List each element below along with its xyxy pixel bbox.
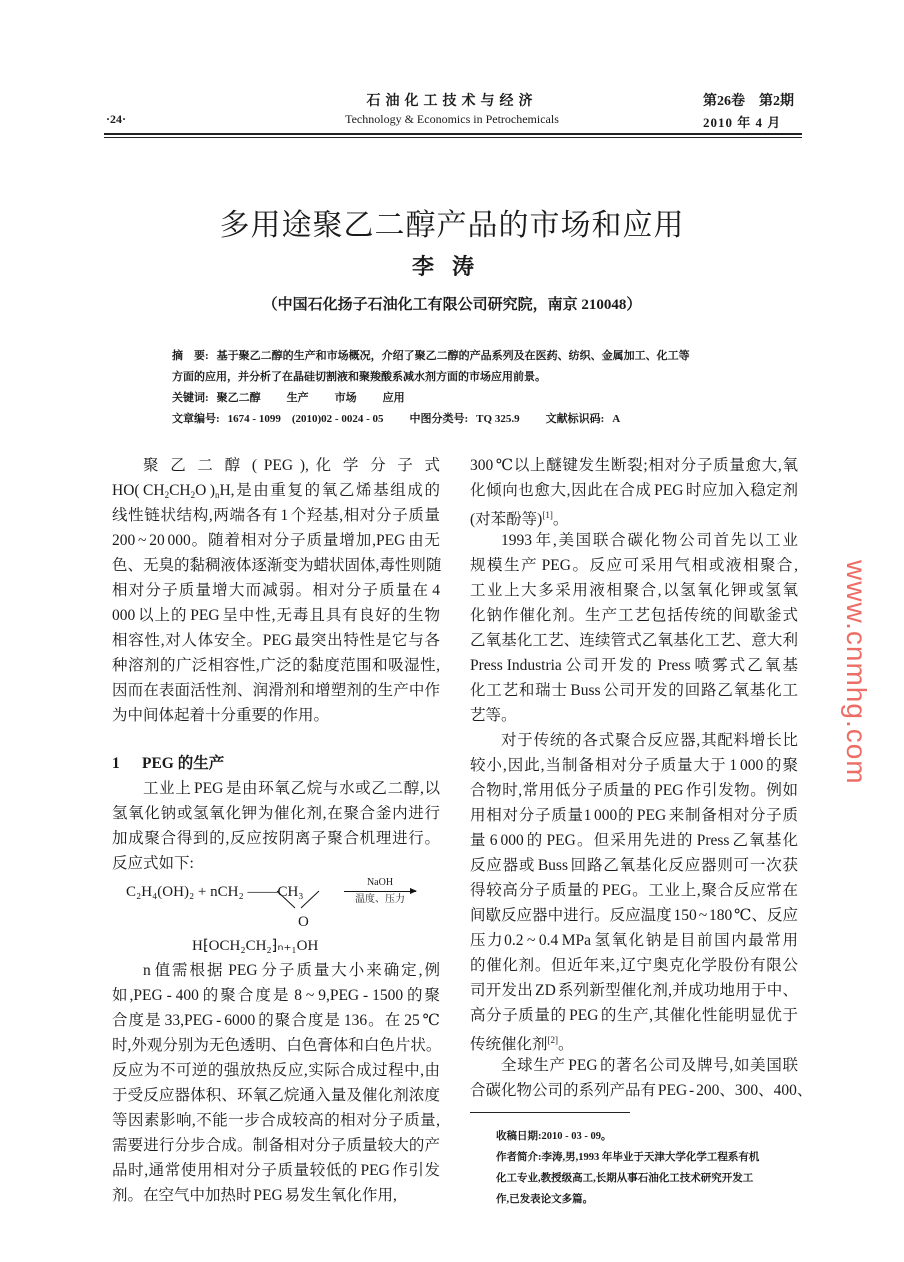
clc-code: TQ 325.9 bbox=[476, 413, 520, 425]
author-bio-line: 作者简介:李涛,男,1993 年毕业于天津大学化学工程系有机 bbox=[496, 1152, 760, 1163]
text-line: 色、无臭的黏稠液体逐渐变为蜡状固体,毒性则随 bbox=[112, 557, 442, 574]
paragraph bbox=[470, 453, 798, 528]
text-line: 合物时,常用低分子质量的 PEG 作引发物。例如 bbox=[470, 782, 798, 799]
keywords-line bbox=[172, 388, 792, 409]
abstract-text: 基于聚乙二醇的生产和市场概况，介绍了聚乙二醇的产品系列及在医药、纺织、金属加工、化工等 bbox=[216, 350, 690, 362]
text-line: 加成聚合得到的,反应按阴离子聚合机理进行。 bbox=[112, 830, 440, 847]
section-title: PEG 的生产 bbox=[142, 755, 225, 772]
text-line: 品时,通常使用相对分子质量较低的 PEG 作引发 bbox=[112, 1162, 440, 1179]
text-line: 因而在表面活性剂、润滑剂和增塑剂的生产中作 bbox=[112, 682, 440, 699]
section-number: 1 bbox=[112, 755, 120, 772]
header-rule-thin bbox=[104, 137, 802, 138]
article-no-label: 文章编号: bbox=[172, 413, 220, 425]
doc-code-label: 文献标识码: bbox=[545, 413, 605, 425]
text-line: 如,PEG - 400 的聚合度是 8 ~ 9,PEG - 1500 的聚 bbox=[112, 987, 440, 1004]
text-segment: (对苯酚等) bbox=[470, 511, 543, 528]
text-segment: HO( CH bbox=[112, 482, 165, 499]
text-line: 反应器或 Buss 回路乙氧基化反应器则可一次获 bbox=[470, 857, 798, 874]
footnote-rule bbox=[470, 1112, 630, 1113]
text-segment: n bbox=[214, 490, 220, 500]
text-segment: CH bbox=[169, 482, 191, 499]
paragraph bbox=[112, 453, 440, 728]
issue-date: 2010 年 4 月 bbox=[703, 115, 782, 130]
journal-title-en: Technology & Economics in Petrochemicals bbox=[345, 112, 559, 126]
doc-code: A bbox=[612, 413, 621, 425]
text-segment: 2 bbox=[190, 490, 196, 500]
article-no: 1674 - 1099 (2010)02 - 0024 - 05 bbox=[227, 413, 384, 425]
text-line: 合度是 33,PEG - 6000 的聚合度是 136。在 25 ℃ bbox=[112, 1012, 440, 1029]
text-line: 等因素影响,不能一步合成较高的相对分子质量, bbox=[112, 1112, 440, 1129]
text-line: 线性链状结构,两端各有 1 个羟基,相对分子质量 bbox=[112, 507, 440, 524]
text-line: 工业上 PEG 是由环氧乙烷与水或乙二醇,以 bbox=[143, 780, 440, 797]
text-line: 得较高分子质量的 PEG。工业上,聚合反应常在 bbox=[470, 882, 798, 899]
citation: [1] bbox=[542, 510, 553, 520]
text-line: 工业上大多采用液相聚合,以氢氧化钾或氢氧 bbox=[470, 582, 798, 599]
paragraph bbox=[470, 528, 798, 728]
text-line: 对于传统的各式聚合反应器,其配料增长比 bbox=[501, 732, 798, 749]
text-line: 的催化剂。但近年来,辽宁奥克化学股份有限公 bbox=[470, 957, 798, 974]
section-heading bbox=[112, 751, 440, 776]
abstract-line-1 bbox=[172, 346, 792, 367]
text-line: 全球生产 PEG 的著名公司及牌号,如美国联 bbox=[501, 1057, 798, 1074]
text-line: 000 以上的 PEG 呈中性,无毒且具有良好的生物 bbox=[112, 607, 440, 624]
text-line: 相容性,对人体安全。PEG 最突出特性是它与各 bbox=[112, 632, 440, 649]
text-line: 聚 乙 二 醇 ( PEG ), 化 学 分 子 式 bbox=[143, 457, 440, 474]
right-column bbox=[470, 453, 813, 1103]
header-rule bbox=[104, 133, 802, 135]
text-segment: 。 bbox=[558, 1036, 574, 1053]
author-bio-line: 化工专业,教授级高工,长期从事石油化工技术研究开发工 bbox=[496, 1173, 754, 1184]
reactants: C₂H₄(OH)₂ + nCH₂ ——CH₃ bbox=[126, 884, 304, 900]
text-line: 剂。在空气中加热时 PEG 易发生氧化作用, bbox=[112, 1187, 397, 1204]
abstract-line-2: 方面的应用，并分析了在晶硅切割液和聚羧酸系减水剂方面的市场应用前景。 bbox=[172, 371, 546, 383]
keyword: 市场 bbox=[334, 392, 357, 404]
text-line: n 值需根据 PEG 分子质量大小来确定,例 bbox=[143, 962, 440, 979]
page-number: ·24· bbox=[106, 112, 127, 126]
text-line: 氢氧化钠或氢氧化钾为催化剂,在聚合釜内进行 bbox=[112, 805, 440, 822]
abstract-block bbox=[172, 346, 792, 430]
footnote bbox=[496, 1126, 836, 1210]
clc-label: 中图分类号: bbox=[409, 413, 469, 425]
abstract-label: 摘 要: bbox=[172, 350, 209, 362]
text-line: 为中间体起着十分重要的作用。 bbox=[112, 707, 330, 724]
volume-issue: 第26卷 第2期 bbox=[703, 94, 794, 109]
citation: [2] bbox=[547, 1035, 559, 1045]
text-line: 需要进行分步合成。制备相对分子质量较大的产 bbox=[112, 1137, 440, 1154]
text-line bbox=[112, 478, 440, 503]
paragraph bbox=[112, 776, 440, 876]
text-line: 用相对分子质量1 000的 PEG 来制备相对分子质 bbox=[470, 807, 798, 824]
product: H⁅OCH₂CH₂⁆ₙ₊₁OH bbox=[192, 938, 319, 954]
text-line: 反应为不可逆的强放热反应,实际合成过程中,由 bbox=[112, 1062, 440, 1079]
author: 李涛 bbox=[411, 254, 492, 279]
keyword: 应用 bbox=[382, 392, 405, 404]
text-segment: 2 bbox=[164, 490, 170, 500]
paragraph bbox=[470, 728, 798, 1053]
text-line: 化工艺和瑞士 Buss 公司开发的回路乙氧基化工 bbox=[470, 682, 798, 699]
text-segment: 传统催化剂 bbox=[470, 1036, 548, 1053]
text-line: 间歇反应器中进行。反应温度 150 ~ 180 ℃、反应 bbox=[470, 907, 798, 924]
text-line: 种溶剂的广泛相容性,广泛的黏度范围和吸湿性, bbox=[112, 657, 440, 674]
text-line: 艺等。 bbox=[470, 707, 517, 724]
watermark: www.cnmhg.com bbox=[841, 560, 872, 785]
text-line: 合碳化物公司的系列产品有 PEG - 200、300、400、 bbox=[470, 1082, 813, 1099]
text-line: 规模生产 PEG。反应可采用气相或液相聚合, bbox=[470, 557, 798, 574]
text-line: 200 ~ 20 000。随着相对分子质量增加,PEG 由无 bbox=[112, 532, 440, 549]
paragraph bbox=[112, 958, 440, 1208]
paragraph bbox=[470, 1053, 813, 1103]
conditions: 温度、压力 bbox=[355, 894, 405, 905]
epoxide-ring-icon bbox=[275, 890, 321, 910]
text-line: 于受反应器体积、环氧乙烷通入量及催化剂浓度 bbox=[112, 1087, 440, 1104]
text-line bbox=[470, 503, 798, 528]
text-line: 反应式如下: bbox=[112, 855, 194, 872]
text-segment: O ) bbox=[195, 482, 215, 499]
text-line: 乙氧基化工艺、连续管式乙氧基化工艺、意大利 bbox=[470, 632, 798, 649]
text-line: 相对分子质量增大而减弱。相对分子质量在 4 bbox=[112, 582, 440, 599]
keyword: 生产 bbox=[286, 392, 309, 404]
reaction-equation bbox=[112, 876, 440, 958]
text-line: 较小,因此,当制备相对分子质量大于 1 000 的聚 bbox=[470, 757, 798, 774]
text-line: 1993 年,美国联合碳化物公司首先以工业 bbox=[501, 532, 798, 549]
text-segment: 。 bbox=[552, 511, 569, 528]
text-line: 司开发出 ZD 系列新型催化剂,并成功地用于中、 bbox=[470, 982, 798, 999]
text-line: 时,外观分别为无色透明、白色膏体和白色片状。 bbox=[112, 1037, 442, 1054]
text-line: 高分子质量的 PEG 的生产,其催化性能明显优于 bbox=[470, 1007, 798, 1024]
keyword: 聚乙二醇 bbox=[216, 392, 261, 404]
journal-title-cn: 石油化工技术与经济 bbox=[366, 94, 538, 109]
catalyst: NaOH bbox=[366, 877, 394, 888]
left-column bbox=[112, 453, 440, 1208]
text-line: 化钠作催化剂。生产工艺包括传统的间歇釜式 bbox=[470, 607, 798, 624]
keywords-label: 关键词: bbox=[172, 392, 209, 404]
epoxide-oxygen: O bbox=[298, 914, 309, 930]
text-line: 300 ℃以上醚键发生断裂;相对分子质量愈大,氧 bbox=[470, 457, 798, 474]
author-bio-line: 作,已发表论文多篇。 bbox=[496, 1194, 594, 1205]
reaction-arrow bbox=[344, 876, 416, 906]
text-segment: H,是由重复的氧乙烯基组成的 bbox=[219, 482, 440, 499]
text-line bbox=[470, 1028, 798, 1053]
text-line: 量 6 000 的 PEG。但采用先进的 Press 乙氧基化 bbox=[470, 832, 798, 849]
text-line: 化倾向也愈大,因此在合成 PEG 时应加入稳定剂 bbox=[470, 482, 798, 499]
article-meta-line bbox=[172, 409, 792, 430]
text-line: Press Industria 公司开发的 Press 喷雾式乙氧基 bbox=[470, 657, 798, 674]
text-line: 压力0.2 ~ 0.4 MPa 氢氧化钠是目前国内最常用 bbox=[470, 932, 798, 949]
affiliation: （中国石化扬子石油化工有限公司研究院，南京 210048） bbox=[262, 297, 642, 313]
article-title: 多用途聚乙二醇产品的市场和应用 bbox=[219, 209, 685, 242]
received-date: 收稿日期:2010 - 03 - 09。 bbox=[496, 1131, 612, 1142]
